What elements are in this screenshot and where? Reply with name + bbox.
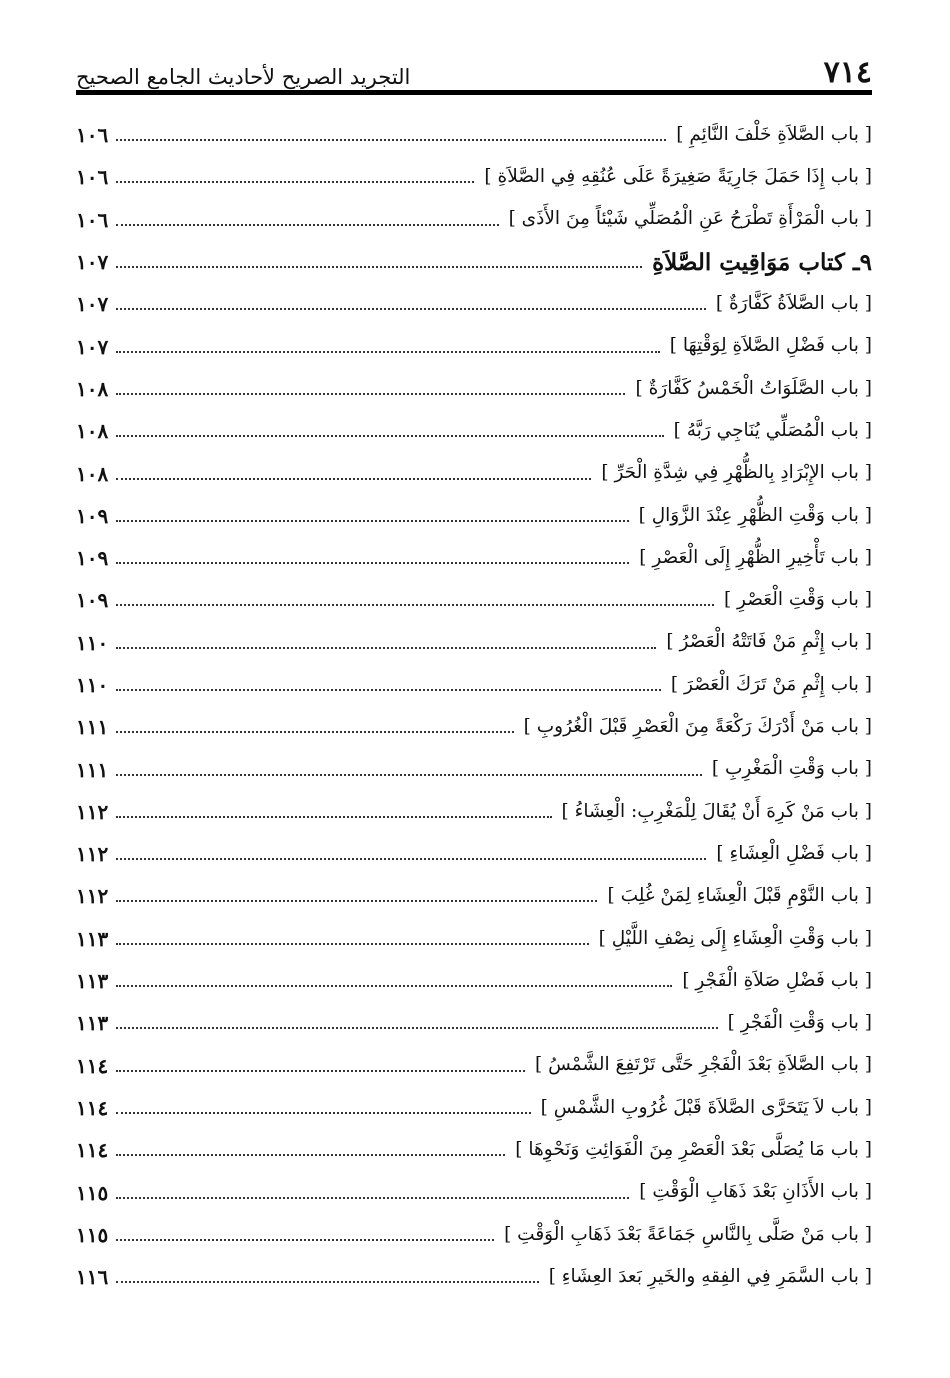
dot-leader — [116, 689, 661, 691]
toc-page-number: ١١٣ — [76, 1011, 109, 1036]
toc-page-number: ١١٣ — [76, 969, 109, 994]
toc-entry-title: [ باب إِثْمِ مَنْ تَرَكَ الْعَصْرَ ] — [670, 673, 872, 695]
toc-page-number: ١١٤ — [76, 1053, 109, 1078]
toc-page-number: ١١٤ — [76, 1138, 109, 1163]
toc-entry-title: [ باب الْمُصَلِّي يُنَاجِي رَبَّهُ ] — [673, 419, 872, 441]
toc-row — [76, 325, 872, 367]
dot-leader — [116, 139, 666, 141]
toc-page-number: ١٠٧ — [76, 292, 109, 317]
toc-row — [76, 875, 872, 917]
toc-entry-title: [ باب وَقْتِ الظُّهْرِ عِنْدَ الزَّوَالِ ] — [638, 504, 872, 526]
toc-entry-title: [ باب لاَ يَتَحَرَّى الصَّلاَةَ قَبْلَ غُرُوبِ الشَّمْسِ ] — [540, 1096, 872, 1118]
toc-row — [76, 368, 872, 410]
toc-entry-title: [ باب إِثْمِ مَنْ فَاتَتْهُ الْعَصْرُ ] — [666, 631, 872, 653]
dot-leader — [116, 266, 642, 268]
toc-page-number: ١٠٦ — [76, 123, 109, 148]
toc-page-number: ١٠٧ — [76, 334, 109, 359]
dot-leader — [116, 604, 714, 606]
toc-page-number: ١٠٧ — [76, 250, 109, 275]
toc-page-number: ١٠٨ — [76, 376, 109, 401]
dot-leader — [116, 900, 597, 902]
toc-page-number: ١١٣ — [76, 926, 109, 951]
toc-row — [76, 918, 872, 960]
toc-row — [76, 579, 872, 621]
toc-entry-title: [ باب وَقْتِ الْعَصْرِ ] — [723, 589, 872, 611]
toc-page-number: ١١٢ — [76, 799, 109, 824]
toc-page-number: ١٠٨ — [76, 419, 109, 444]
toc-entry-title: [ باب الصَّلاَةِ بَعْدَ الْفَجْرِ حَتَّى تَرْتَفِعَ الشَّمْسُ ] — [534, 1054, 872, 1076]
dot-leader — [116, 943, 588, 945]
toc-entry-title: [ باب الإِبْرَادِ بِالظُّهْرِ فِي شِدَّةِ الْحَرِّ ] — [601, 462, 872, 484]
toc-entry-title: [ باب النَّوْمِ قَبْلَ الْعِشَاءِ لِمَنْ غُلِبَ ] — [607, 885, 872, 907]
dot-leader — [116, 858, 706, 860]
toc-entry-title: [ باب وَقْتِ الْعِشَاءِ إِلَى نِصْفِ اللَّيْلِ ] — [598, 927, 872, 949]
toc-entry-title: [ باب فَضْلِ الصَّلاَةِ لِوَقْتِهَا ] — [669, 335, 872, 357]
toc-row — [76, 495, 872, 537]
page-header — [76, 44, 872, 88]
dot-leader — [116, 1197, 629, 1199]
dot-leader — [116, 1154, 505, 1156]
toc-entry-title: [ باب مَا يُصَلَّى بَعْدَ الْعَصْرِ مِنَ الْفَوَائِتِ وَنَحْوِهَا ] — [515, 1139, 872, 1161]
toc-row — [76, 452, 872, 494]
toc-row — [76, 706, 872, 748]
toc-page-number: ١١١ — [76, 715, 109, 740]
dot-leader — [116, 308, 706, 310]
dot-leader — [116, 520, 628, 522]
toc-page-number: ١١٠ — [76, 673, 109, 697]
toc-row — [76, 622, 872, 664]
toc-page-number: ١١٤ — [76, 1095, 109, 1120]
dot-leader — [116, 774, 702, 776]
dot-leader — [116, 1027, 717, 1029]
toc-row — [76, 1087, 872, 1129]
toc-entry-title: [ باب الأَذَانِ بَعْدَ ذَهَابِ الْوَقْتِ ] — [639, 1181, 872, 1203]
dot-leader — [116, 224, 498, 226]
toc-page-number: ١١٦ — [76, 1265, 109, 1290]
toc-row — [76, 1214, 872, 1256]
dot-leader — [116, 1112, 530, 1114]
dot-leader — [116, 435, 663, 437]
toc-row — [76, 1171, 872, 1213]
toc-row — [76, 537, 872, 579]
toc-row — [76, 156, 872, 198]
toc-page-number: ١٠٨ — [76, 461, 109, 486]
toc-entry-title: [ باب فَضْلِ صَلاَةِ الْفَجْرِ ] — [682, 969, 872, 991]
toc-row — [76, 1129, 872, 1171]
toc-row — [76, 410, 872, 452]
toc-page-number: ١١٢ — [76, 884, 109, 909]
toc-page-number: ١١٠ — [76, 630, 109, 655]
toc-page-number: ١١٥ — [76, 1222, 109, 1247]
toc-row — [76, 833, 872, 875]
toc-entry-title: [ باب الصَّلاَةِ خَلْفَ النَّائِمِ ] — [676, 123, 872, 145]
dot-leader — [116, 1070, 525, 1072]
dot-leader — [116, 351, 659, 353]
toc-row — [76, 748, 872, 790]
toc-row — [76, 283, 872, 325]
toc-entry-title: [ باب الصَّلاَةُ كَفَّارَةٌ ] — [715, 293, 872, 315]
toc-page-number: ١٠٩ — [76, 546, 109, 571]
toc-page-number: ١٠٩ — [76, 588, 109, 613]
dot-leader — [116, 985, 672, 987]
toc-entry-title: [ باب السَّمَرِ فِي الفِقهِ والخَيرِ بَعدَ العِشَاءِ ] — [548, 1265, 872, 1287]
toc-entry-title: [ باب الْمَرْأَةِ تَطْرَحُ عَنِ الْمُصَلِّي شَيْئاً مِنَ الأَذَى ] — [508, 208, 872, 230]
toc-row — [76, 1002, 872, 1044]
dot-leader — [116, 393, 625, 395]
toc-entry-title: [ باب الصَّلَوَاتُ الْخَمْسُ كَفَّارَةٌ ] — [635, 377, 872, 399]
dot-leader — [116, 1281, 538, 1283]
page-number: ٧١٤ — [823, 55, 872, 90]
toc-row — [76, 960, 872, 1002]
dot-leader — [116, 647, 656, 649]
toc-chapter-row — [76, 241, 872, 283]
dot-leader — [116, 816, 551, 818]
toc-entry-title: [ باب مَنْ كَرِهَ أَنْ يُقَالَ لِلْمَغْرِبِ: الْعِشَاءُ ] — [561, 800, 872, 822]
dot-leader — [116, 478, 591, 480]
dot-leader — [116, 731, 513, 733]
toc-page-number: ١٠٦ — [76, 207, 109, 232]
toc-row — [76, 664, 872, 706]
toc-row — [76, 791, 872, 833]
toc-row — [76, 1045, 872, 1087]
toc-page-number: ١٠٩ — [76, 503, 109, 528]
toc-entry-title: [ باب وَقْتِ الْفَجْرِ ] — [727, 1012, 872, 1034]
toc-entry-title: [ باب مَنْ صَلَّى بِالنَّاسِ جَمَاعَةً بَعْدَ ذَهَابِ الْوَقْتِ ] — [504, 1223, 872, 1245]
toc-entry-title: [ باب تَأْخِيرِ الظُّهْرِ إِلَى الْعَصْرِ ] — [639, 546, 872, 568]
toc-entry-title: [ باب إِذَا حَمَلَ جَارِيَةً صَغِيرَةً عَلَى عُنُقِهِ فِي الصَّلاَةِ ] — [484, 166, 872, 188]
toc-page-number: ١١٥ — [76, 1180, 109, 1205]
toc-page-number: ١١١ — [76, 757, 109, 782]
running-title: التجريد الصريح لأحاديث الجامع الصحيح — [76, 65, 411, 89]
table-of-contents — [76, 114, 872, 1298]
toc-row — [76, 114, 872, 156]
toc-entry-title: [ باب وَقْتِ الْمَغْرِبِ ] — [711, 758, 872, 780]
toc-chapter-title: ٩ـ كتاب مَوَاقِيتِ الصَّلاَةِ — [652, 248, 872, 276]
toc-page-number: ١١٢ — [76, 842, 109, 867]
dot-leader — [116, 181, 474, 183]
header-rule — [76, 90, 872, 95]
dot-leader — [116, 1239, 494, 1241]
dot-leader — [116, 562, 629, 564]
toc-entry-title: [ باب مَنْ أَدْرَكَ رَكْعَةً مِنَ الْعَصْرِ قَبْلَ الْغُرُوبِ ] — [523, 716, 872, 738]
toc-row — [76, 199, 872, 241]
toc-entry-title: [ باب فَضْلِ الْعِشَاءِ ] — [716, 842, 872, 864]
toc-page-number: ١٠٦ — [76, 165, 109, 190]
toc-row — [76, 1256, 872, 1298]
